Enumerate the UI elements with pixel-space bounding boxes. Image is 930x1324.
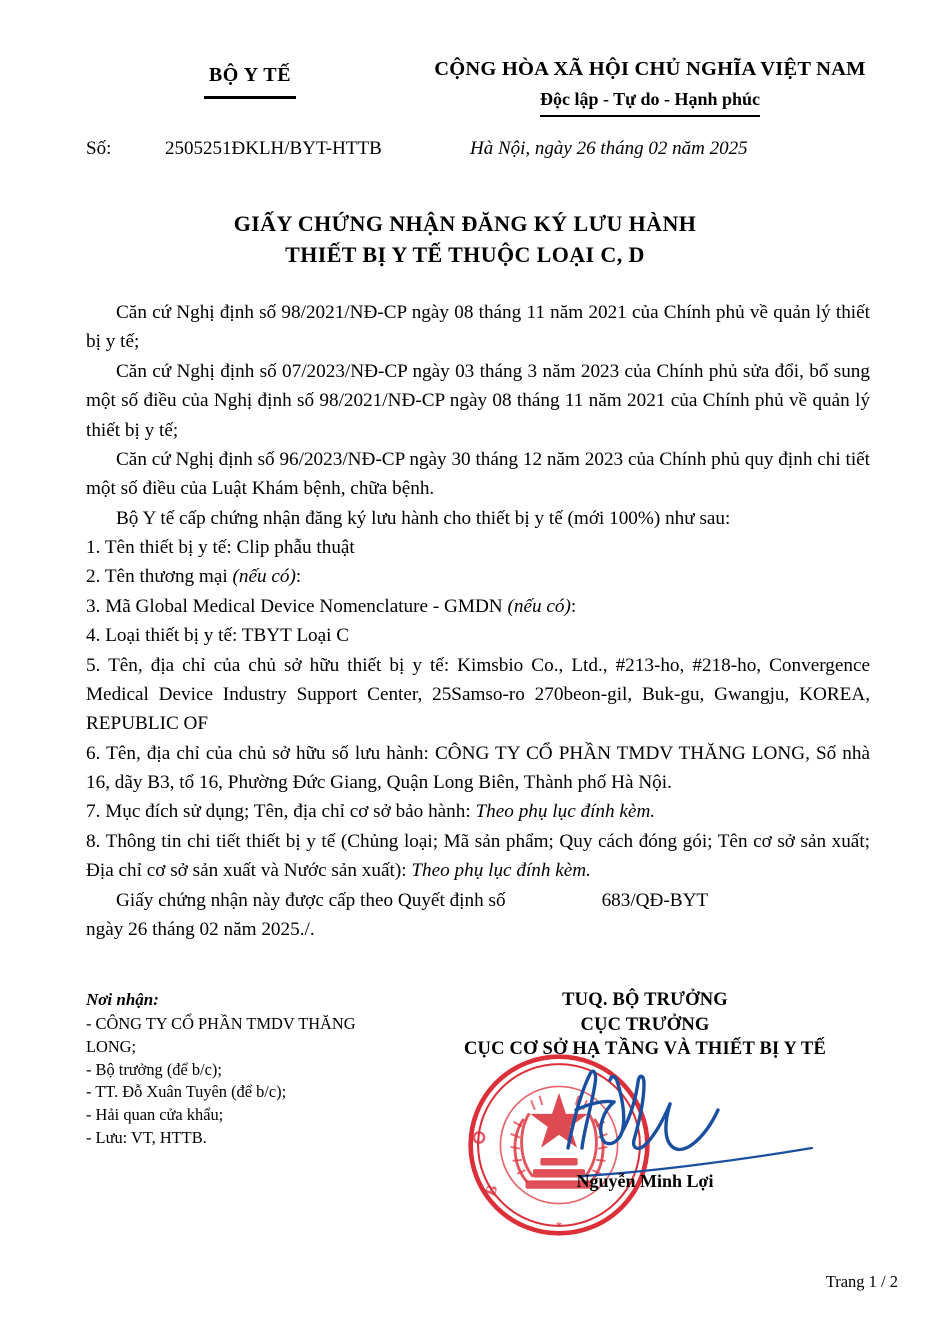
item-3-label: 3. Mã Global Medical Device Nomenclature - GMDN	[86, 595, 508, 617]
document-number-label: Số:	[86, 138, 112, 159]
motto-underline	[540, 115, 760, 117]
item-6-registration-holder: 6. Tên, địa chỉ của chủ sở hữu số lưu hành: CÔNG TY CỔ PHẦN TMDV THĂNG LONG, Số nhà 16, dãy B3, tổ 16, Phường Đức Giang, Quận Long Biên, Thành phố Hà Nội.	[86, 742, 870, 793]
page-footer	[0, 1272, 898, 1292]
closing-decision-line	[86, 886, 870, 915]
closing-decision-number: 683/QĐ-BYT	[601, 889, 709, 911]
number-date-row	[0, 138, 930, 170]
signing-authority-line-1: TUQ. BỘ TRƯỞNG	[562, 990, 728, 1010]
item-3-gmdn	[86, 592, 870, 621]
national-name: CỘNG HÒA XÃ HỘI CHỦ NGHĨA VIỆT NAM	[434, 58, 866, 80]
recipient-item: - Lưu: VT, HTTB.	[86, 1127, 207, 1147]
document-number-value: 2505251ĐKLH/BYT-HTTB	[165, 138, 382, 159]
signing-authority-line-2: CỤC TRƯỞNG	[580, 1014, 710, 1035]
item-7-appendix-note: Theo phụ lục đính kèm.	[475, 801, 656, 823]
recipient-item: - TT. Đỗ Xuân Tuyên (để b/c);	[86, 1082, 287, 1102]
ministry-block	[110, 64, 390, 99]
item-2-label: 2. Tên thương mại	[86, 566, 233, 588]
item-1-device-name: 1. Tên thiết bị y tế: Clip phẫu thuật	[86, 537, 355, 558]
signer-name: Nguyễn Minh Lợi	[576, 1171, 714, 1191]
page-title	[0, 208, 930, 270]
item-2-optional-note: (nếu có)	[232, 566, 296, 588]
item-2-tail: :	[295, 566, 302, 588]
item-3-tail: :	[570, 595, 577, 617]
ministry-underline	[204, 96, 296, 99]
paragraph-basis-2: Căn cứ Nghị định số 07/2023/NĐ-CP ngày 03 tháng 3 năm 2023 của Chính phủ sửa đổi, bổ sung một số điều của Nghị định số 98/2021/NĐ-CP ngày 08 tháng 11 năm 2021 của Chính phủ về quản lý thiết bị y tế;	[86, 360, 870, 441]
recipient-item: - Hải quan cửa khẩu;	[86, 1105, 224, 1125]
closing-prefix: Giấy chứng nhận này được cấp theo Quyết định số	[116, 889, 506, 911]
national-motto: Độc lập - Tự do - Hạnh phúc	[539, 89, 761, 109]
item-8-device-details	[86, 827, 870, 886]
svg-text:*: *	[555, 1219, 563, 1234]
handwritten-signature	[560, 1052, 860, 1187]
paragraph-grant-statement: Bộ Y tế cấp chứng nhận đăng ký lưu hành cho thiết bị y tế (mới 100%) như sau:	[116, 507, 731, 529]
signing-authority-line-3: CỤC CƠ SỞ HẠ TẦNG VÀ THIẾT BỊ Y TẾ	[464, 1039, 826, 1060]
document-body	[86, 298, 870, 944]
item-4-device-class: 4. Loại thiết bị y tế: TBYT Loại C	[86, 625, 350, 647]
place-and-date: Hà Nội, ngày 26 tháng 02 năm 2025	[470, 138, 748, 159]
title-line-1: GIẤY CHỨNG NHẬN ĐĂNG KÝ LƯU HÀNH	[233, 211, 697, 236]
item-7-label: 7. Mục đích sử dụng; Tên, địa chỉ cơ sở bảo hành:	[86, 801, 476, 823]
paragraph-basis-1: Căn cứ Nghị định số 98/2021/NĐ-CP ngày 08 tháng 11 năm 2021 của Chính phủ về quản lý thiết bị y tế;	[86, 302, 870, 353]
item-5-owner-address: 5. Tên, địa chỉ của chủ sở hữu thiết bị y tế: Kimsbio Co., Ltd., #213-ho, #218-ho, Convergence Medical Device Industry Support Center, 25Samso-ro 270beon-gil, Buk-gu, Gwangju, KOREA, REPUBLIC OF	[86, 654, 870, 735]
page-indicator: Trang 1 / 2	[825, 1272, 898, 1291]
svg-text:B: B	[481, 1182, 502, 1199]
paragraph-basis-3: Căn cứ Nghị định số 96/2023/NĐ-CP ngày 30 tháng 12 năm 2023 của Chính phủ quy định chi tiết một số điều của Luật Khám bệnh, chữa bệnh.	[86, 448, 870, 500]
ministry-name: BỘ Y TẾ	[208, 64, 292, 86]
item-2-trade-name	[86, 562, 870, 591]
national-heading-block	[380, 58, 920, 117]
recipient-item: - CÔNG TY CỔ PHẦN TMDV THĂNG LONG;	[86, 1014, 356, 1057]
item-7-purpose-warranty	[86, 797, 870, 826]
recipients-title: Nơi nhận:	[86, 990, 159, 1009]
closing-date-line: ngày 26 tháng 02 năm 2025./.	[86, 918, 315, 940]
signing-authority-block	[420, 988, 870, 1062]
recipients-block	[86, 988, 406, 1149]
item-8-label: 8. Thông tin chi tiết thiết bị y tế (Chủng loại; Mã sản phẩm; Quy cách đóng gói; Tên cơ sở sản xuất; Địa chỉ cơ sở sản xuất và Nước sản xuất):	[86, 830, 870, 882]
recipient-item: - Bộ trưởng (để b/c);	[86, 1059, 222, 1079]
item-3-optional-note: (nếu có)	[507, 595, 571, 617]
title-line-2: THIẾT BỊ Y TẾ THUỘC LOẠI C, D	[285, 242, 645, 268]
item-8-appendix-note: Theo phụ lục đính kèm.	[411, 860, 591, 882]
motto-block	[540, 89, 760, 117]
